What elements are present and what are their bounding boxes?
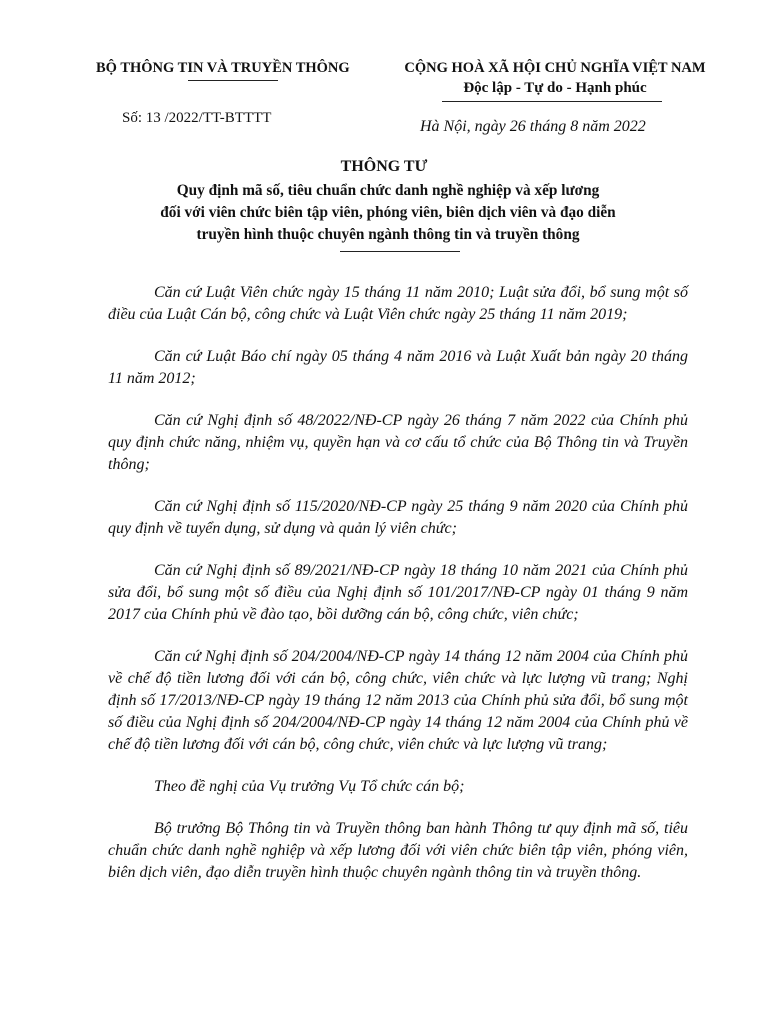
ministry-name: BỘ THÔNG TIN VÀ TRUYỀN THÔNG [96,60,350,76]
motto-underline [442,101,662,102]
paragraph-legal-basis-5: Căn cứ Nghị định số 89/2021/NĐ-CP ngày 18 tháng 10 năm 2021 của Chính phủ sửa đổi, bổ sung một số điều của Nghị định số 101/2017/NĐ-CP ngày 01 tháng 9 năm 2017 của Chính phủ về đào tạo, bồi dưỡng cán bộ, công chức, viên chức; [108,562,688,623]
document-type: THÔNG TƯ [340,158,428,175]
paragraph-legal-basis-2: Căn cứ Luật Báo chí ngày 05 tháng 4 năm 2016 và Luật Xuất bản ngày 20 tháng 11 năm 2012; [108,348,688,387]
agency-underline [188,80,278,81]
paragraph-legal-basis-3: Căn cứ Nghị định số 48/2022/NĐ-CP ngày 26 tháng 7 năm 2022 của Chính phủ quy định chức năng, nhiệm vụ, quyền hạn và cơ cấu tổ chức của Bộ Thông tin và Truyền thông; [108,412,688,473]
issue-date: Hà Nội, ngày 26 tháng 8 năm 2022 [420,118,646,135]
paragraph-legal-basis-6: Căn cứ Nghị định số 204/2004/NĐ-CP ngày 14 tháng 12 năm 2004 của Chính phủ về chế độ tiền lương đối với cán bộ, công chức, viên chức và lực lượng vũ trang; Nghị định số 17/2013/NĐ-CP ngày 19 tháng 12 năm 2013 của Chính phủ sửa đổi, bổ sung một số điều của Nghị định số 204/2004/NĐ-CP ngày 14 tháng 12 năm 2004 của Chính phủ về chế độ tiền lương đối với cán bộ, công chức, viên chức và lực lượng vũ trang; [108,648,688,753]
title-line-3: truyền hình thuộc chuyên ngành thông tin và truyền thông [196,226,580,243]
document-body [108,282,688,884]
paragraph-legal-basis-1: Căn cứ Luật Viên chức ngày 15 tháng 11 năm 2010; Luật sửa đổi, bổ sung một số điều của Luật Cán bộ, công chức và Luật Viên chức ngày 25 tháng 11 năm 2019; [108,284,688,323]
title-rule [340,251,460,252]
country-name: CỘNG HOÀ XÃ HỘI CHỦ NGHĨA VIỆT NAM [404,60,706,76]
issuing-agency-block [96,60,366,77]
title-line-1: Quy định mã số, tiêu chuẩn chức danh nghề nghiệp và xếp lương [176,182,600,199]
paragraph-proposal: Theo đề nghị của Vụ trưởng Vụ Tổ chức cán bộ; [154,778,465,795]
paragraph-promulgation: Bộ trưởng Bộ Thông tin và Truyền thông ban hành Thông tư quy định mã số, tiêu chuẩn chức danh nghề nghiệp và xếp lương đối với viên chức biên tập viên, phóng viên, biên dịch viên, đạo diễn truyền hình thuộc chuyên ngành thông tin và truyền thông. [108,820,688,881]
paragraph-legal-basis-4: Căn cứ Nghị định số 115/2020/NĐ-CP ngày 25 tháng 9 năm 2020 của Chính phủ quy định về tuyển dụng, sử dụng và quản lý viên chức; [108,498,688,537]
national-motto: Độc lập - Tự do - Hạnh phúc [463,80,647,96]
document-number: Số: 13 /2022/TT-BTTTT [122,110,272,126]
title-line-2: đối với viên chức biên tập viên, phóng viên, biên dịch viên và đạo diễn [160,204,616,221]
national-header-block [395,60,715,97]
document-title [108,180,668,246]
